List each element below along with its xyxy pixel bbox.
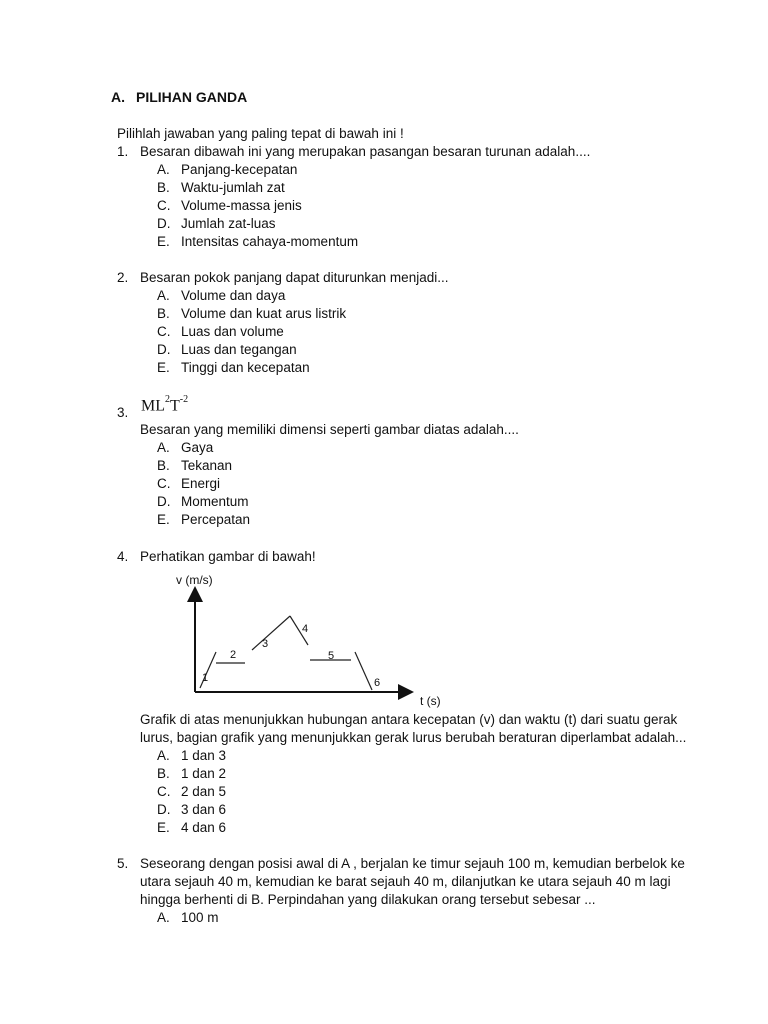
option-text: 3 dan 6 (181, 802, 227, 817)
option-text: Luas dan tegangan (181, 342, 297, 357)
segment-label-2: 2 (230, 649, 237, 661)
option-text: 1 dan 3 (181, 748, 227, 763)
option-letter: E. (157, 360, 170, 375)
option-text: Gaya (181, 440, 214, 455)
option-letter: D. (157, 494, 171, 509)
option-text: 1 dan 2 (181, 766, 227, 781)
formula-base-t: T (170, 397, 180, 415)
option-text: Luas dan volume (181, 324, 284, 339)
option-letter: C. (157, 476, 171, 491)
segment-6-line (355, 652, 372, 690)
question-text: Perhatikan gambar di bawah! (140, 549, 316, 564)
option-letter: B. (157, 458, 170, 473)
option-letter: D. (157, 802, 171, 817)
option-letter: C. (157, 324, 171, 339)
question-text-line3: hingga berhenti di B. Perpindahan yang dilakukan orang tersebut sebesar ... (140, 892, 596, 907)
option-text: Tekanan (181, 458, 233, 473)
question-text: Besaran yang memiliki dimensi seperti gambar diatas adalah.... (140, 422, 519, 437)
option-text: Volume dan kuat arus listrik (181, 306, 347, 321)
formula-exponent-2: -2 (179, 394, 189, 405)
option-letter: A. (157, 910, 170, 925)
question-text: Besaran dibawah ini yang merupakan pasangan besaran turunan adalah.... (140, 144, 591, 159)
option-letter: A. (157, 440, 170, 455)
option-letter: D. (157, 216, 171, 231)
option-text: Volume-massa jenis (181, 198, 302, 213)
question-text-line2: lurus, bagian grafik yang menunjukkan gerak lurus berubah beraturan diperlambat adalah... (140, 730, 687, 745)
option-text: 4 dan 6 (181, 820, 227, 835)
option-text: 2 dan 5 (181, 784, 227, 799)
dimension-formula (141, 396, 188, 415)
option-text: 100 m (181, 910, 219, 925)
option-text: Momentum (181, 494, 249, 509)
option-letter: A. (157, 162, 170, 177)
option-letter: E. (157, 234, 170, 249)
question-number: 1. (117, 144, 129, 159)
segment-label-5: 5 (328, 650, 335, 662)
option-letter: C. (157, 784, 171, 799)
option-letter: C. (157, 198, 171, 213)
question-number: 2. (117, 270, 129, 285)
option-text: Volume dan daya (181, 288, 286, 303)
question-text-line1: Seseorang dengan posisi awal di A , berjalan ke timur sejauh 100 m, kemudian berbelok ke (140, 856, 685, 871)
formula-exponent-1: 2 (165, 394, 170, 405)
segment-label-4: 4 (302, 623, 309, 635)
formula-base-ml: ML (141, 397, 165, 415)
question-number: 3. (117, 405, 129, 420)
instruction-text: Pilihlah jawaban yang paling tepat di bawah ini ! (117, 126, 404, 141)
option-text: Tinggi dan kecepatan (181, 360, 310, 375)
section-title: PILIHAN GANDA (136, 89, 248, 105)
section-letter: A. (111, 89, 125, 105)
option-letter: A. (157, 288, 170, 303)
question-number: 4. (117, 549, 129, 564)
option-text: Percepatan (181, 512, 251, 527)
option-letter: E. (157, 820, 170, 835)
option-letter: B. (157, 306, 170, 321)
segment-label-6: 6 (374, 677, 381, 689)
option-letter: B. (157, 766, 170, 781)
question-text-line1: Grafik di atas menunjukkan hubungan antara kecepatan (v) dan waktu (t) dari suatu gerak (140, 712, 678, 727)
question-text-line2: utara sejauh 40 m, kemudian ke barat sejauh 40 m, dilanjutkan ke utara sejauh 40 m lagi (140, 874, 671, 889)
option-text: Waktu-jumlah zat (181, 180, 285, 195)
segment-3-line (252, 616, 290, 650)
option-text: Intensitas cahaya-momentum (181, 234, 359, 249)
option-letter: A. (157, 748, 170, 763)
y-axis-label: v (m/s) (176, 573, 213, 587)
segment-label-3: 3 (262, 638, 269, 650)
option-letter: E. (157, 512, 170, 527)
option-text: Panjang-kecepatan (181, 162, 298, 177)
velocity-time-graph (170, 568, 450, 710)
question-number: 5. (117, 856, 129, 871)
x-axis-label: t (s) (420, 694, 441, 708)
option-letter: D. (157, 342, 171, 357)
segment-label-1: 1 (202, 672, 209, 684)
question-text: Besaran pokok panjang dapat diturunkan menjadi... (140, 270, 449, 285)
option-text: Energi (181, 476, 221, 491)
option-letter: B. (157, 180, 170, 195)
option-text: Jumlah zat-luas (181, 216, 276, 231)
